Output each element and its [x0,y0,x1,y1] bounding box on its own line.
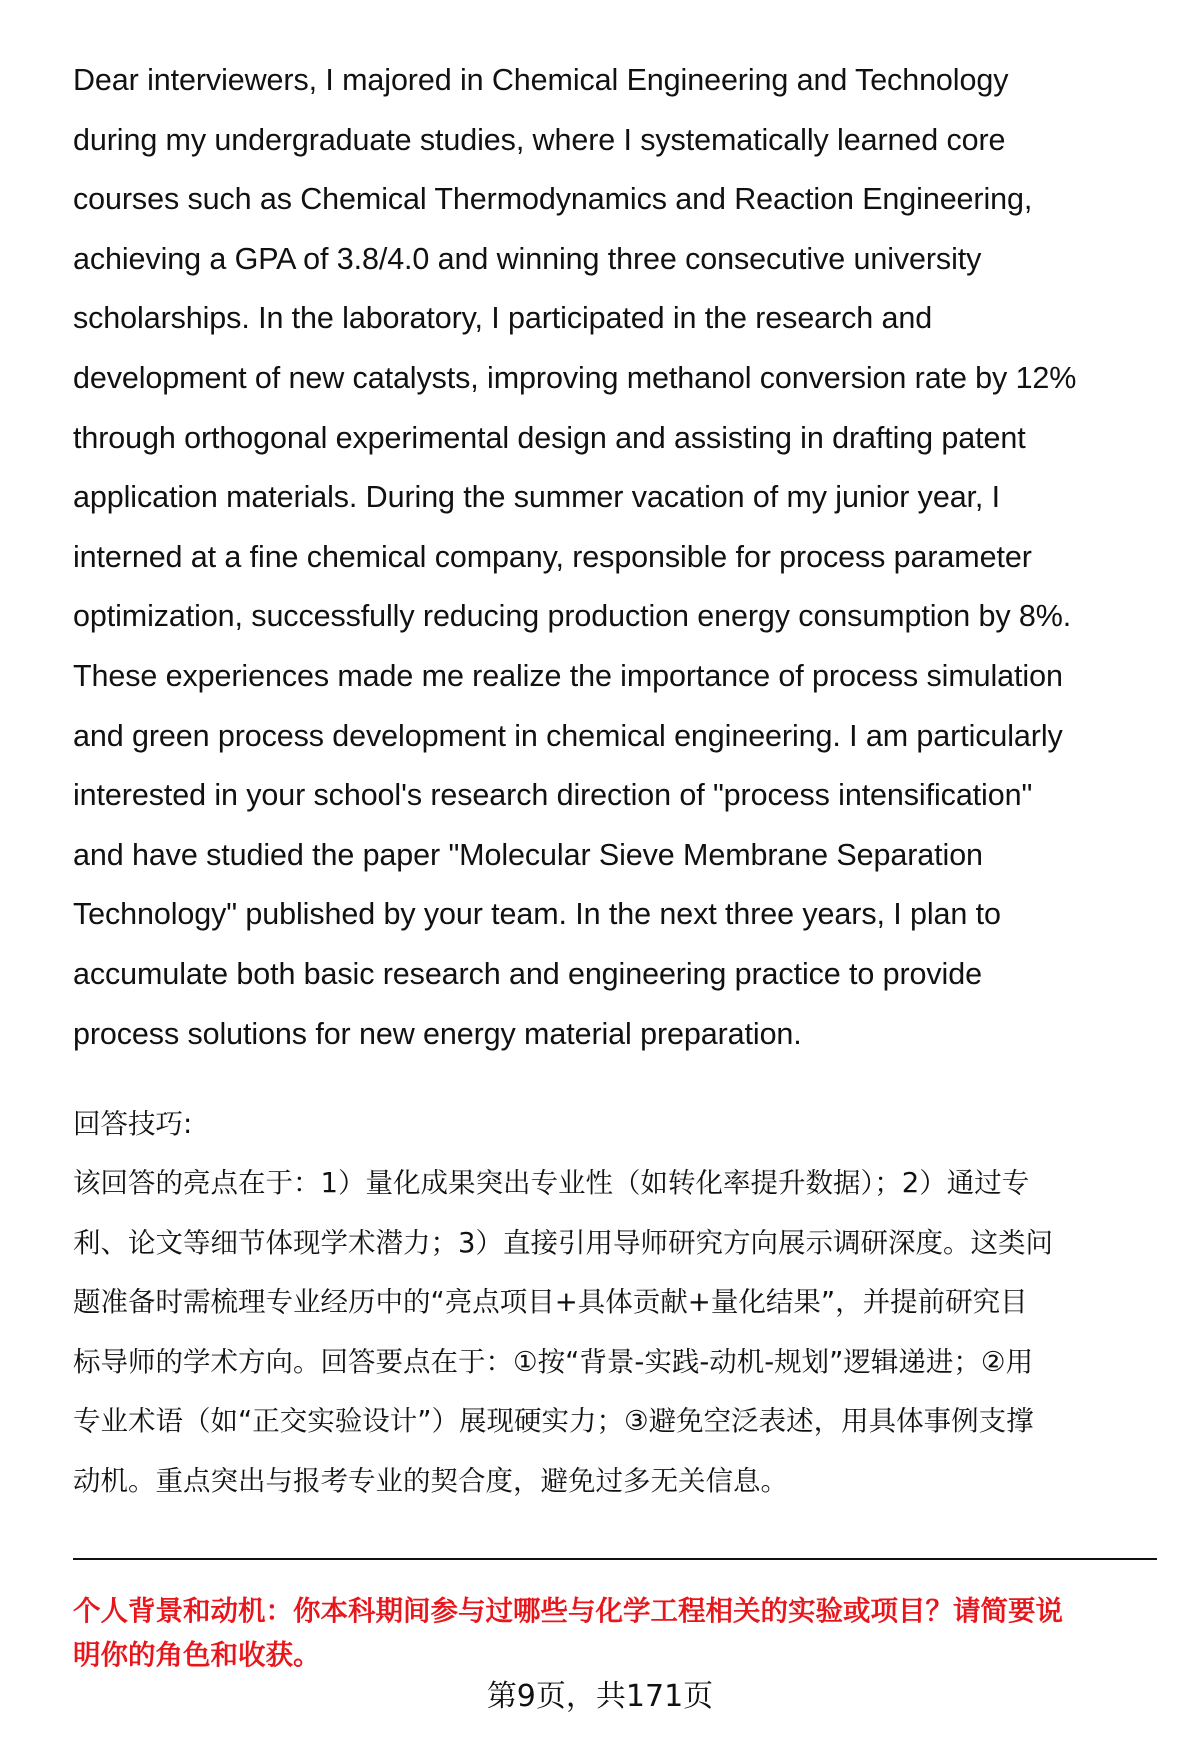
answer-line: and have studied the paper "Molecular Sieve Membrane Separation [73,837,983,872]
answer-line: Technology" published by your team. In the next three years, I plan to [73,897,1001,932]
question-line: 个人背景和动机：你本科期间参与过哪些与化学工程相关的实验或项目？请简要说 [73,1595,1063,1627]
page-number: 第9页，共171页 [486,1679,714,1714]
answer-line: during my undergraduate studies, where I systematically learned core [73,122,1006,157]
answer-line: development of new catalysts, improving methanol conversion rate by 12% [73,361,1077,395]
answer-line: courses such as Chemical Thermodynamics and Reaction Engineering, [73,182,1033,217]
answer-line: scholarships. In the laboratory, I participated in the research and [73,301,933,336]
question-line: 明你的角色和收获。 [73,1639,321,1671]
tips-line: 利、论文等细节体现学术潜力；3）直接引用导师研究方向展示调研深度。这类问 [73,1226,1053,1259]
tips-line: 标导师的学术方向。回答要点在于：①按“背景-实践-动机-规划”逻辑递进；②用 [73,1345,1034,1378]
answer-line: These experiences made me realize the importance of process simulation [73,659,1063,693]
tips-line: 动机。重点突出与报考专业的契合度，避免过多无关信息。 [73,1464,788,1497]
answer-line: achieving a GPA of 3.8/4.0 and winning three consecutive university [73,241,982,276]
tips-heading: 回答技巧: [73,1108,193,1140]
section-divider [73,1558,1157,1560]
answer-line: through orthogonal experimental design and assisting in drafting patent [73,420,1026,455]
tips-line: 该回答的亮点在于：1）量化成果突出专业性（如转化率提升数据）；2）通过专 [73,1167,1030,1199]
tips-line: 题准备时需梳理专业经历中的“亮点项目+具体贡献+量化结果”，并提前研究目 [73,1286,1028,1318]
answer-line: interned at a fine chemical company, responsible for process parameter [73,539,1032,574]
answer-line: and green process development in chemical engineering. I am particularly [73,718,1063,753]
answer-line: interested in your school's research direction of "process intensification" [73,778,1033,813]
answer-line: Dear interviewers, I majored in Chemical Engineering and Technology [73,63,1009,97]
answer-line: application materials. During the summer vacation of my junior year, I [73,480,1001,515]
answer-line: accumulate both basic research and engineering practice to provide [73,957,982,991]
answer-line: optimization, successfully reducing production energy consumption by 8%. [73,599,1072,634]
answer-line: process solutions for new energy material preparation. [73,1016,802,1051]
tips-line: 专业术语（如“正交实验设计”）展现硬实力；③避免空泛表述，用具体事例支撑 [73,1405,1034,1437]
